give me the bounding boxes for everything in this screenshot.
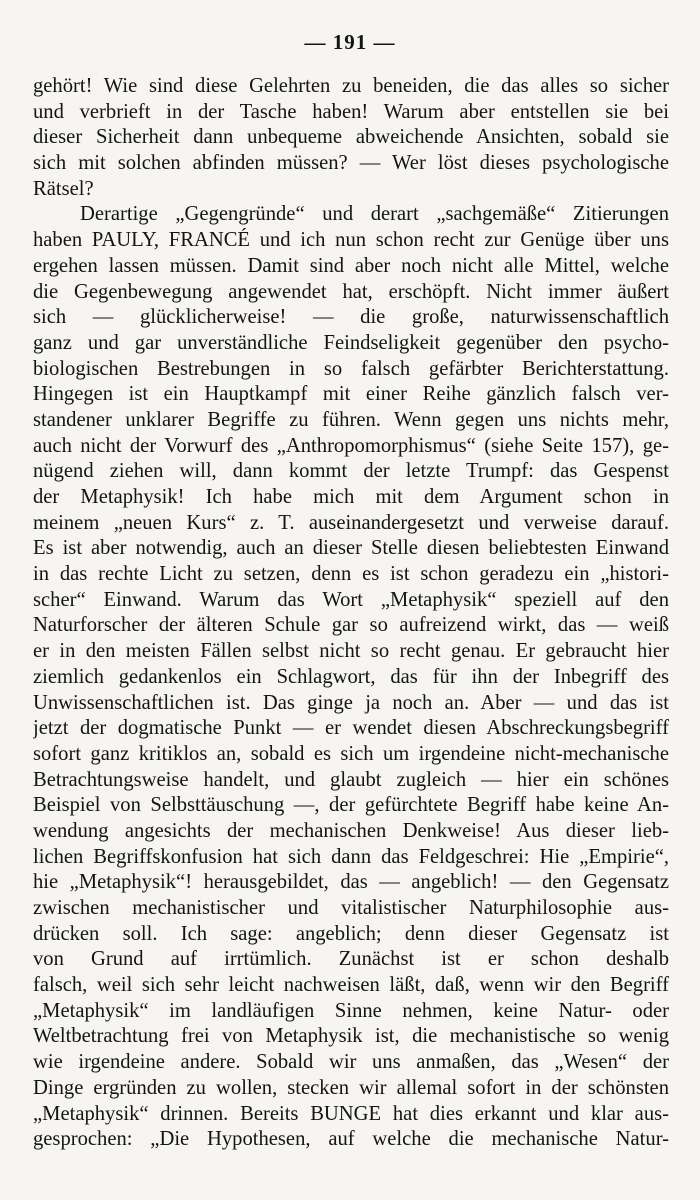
- text-line: ganz und gar unverständliche Feindseligkeit gegenüber den psycho-: [33, 331, 669, 354]
- text-line: Weltbetrachtung frei von Metaphysik ist, die mechanistische so wenig: [33, 1025, 669, 1048]
- text-line: falsch, weil sich sehr leicht nachweisen läßt, daß, wenn wir den Begriff: [33, 974, 669, 997]
- text-line: von Grund auf irrtümlich. Zunächst ist er schon deshalb: [33, 948, 669, 971]
- text-line: standener unklarer Begriffe zu führen. Wenn gegen uns nichts mehr,: [33, 408, 669, 431]
- text-line: sich — glücklicherweise! — die große, naturwissenschaftlich: [33, 306, 669, 329]
- text-line: gehört! Wie sind diese Gelehrten zu beneiden, die das alles so sicher: [33, 75, 669, 97]
- text-line: in das rechte Licht zu setzen, denn es ist schon geradezu ein „histori-: [33, 563, 669, 586]
- text-line: sofort ganz kritiklos an, sobald es sich um irgendeine nicht-mechanische: [33, 742, 669, 765]
- text-line: Betrachtungsweise handelt, und glaubt zugleich — hier ein schönes: [33, 768, 669, 791]
- text-line: gesprochen: „Die Hypothesen, auf welche die mechanische Natur-: [33, 1128, 669, 1151]
- text-line: scher“ Einwand. Warum das Wort „Metaphysik“ speziell auf den: [33, 588, 669, 611]
- text-line: Dinge ergründen zu wollen, stecken wir allemal sofort in der schönsten: [33, 1076, 669, 1099]
- text-line: „Metaphysik“ drinnen. Bereits BUNGE hat dies erkannt und klar aus-: [33, 1102, 669, 1125]
- text-line: ergehen lassen müssen. Damit sind aber noch nicht alle Mittel, welche: [33, 254, 669, 277]
- text-line: haben PAULY, FRANCÉ und ich nun schon recht zur Genüge über uns: [33, 229, 669, 252]
- text-line: wendung angesichts der mechanischen Denkweise! Aus dieser lieb-: [33, 819, 669, 842]
- text-line: und verbrieft in der Tasche haben! Warum aber entstellen sie bei: [33, 100, 669, 123]
- text-line: der Metaphysik! Ich habe mich mit dem Argument schon in: [33, 486, 669, 508]
- text-line: Rätsel?: [33, 177, 94, 200]
- text-line: Hingegen ist ein Hauptkampf mit einer Reihe gänzlich falsch ver-: [33, 383, 669, 406]
- text-line: sich mit solchen abfinden müssen? — Wer löst dieses psychologische: [33, 152, 669, 175]
- text-line: Beispiel von Selbsttäuschung —, der gefürchtete Begriff habe keine An-: [33, 794, 669, 817]
- text-line: ziemlich gedankenlos ein Schlagwort, das für ihn der Inbegriff des: [33, 665, 669, 688]
- page-number: — 191 —: [304, 30, 396, 54]
- text-line: drücken soll. Ich sage: angeblich; denn dieser Gegensatz ist: [33, 922, 669, 945]
- text-line: die Gegenbewegung angewendet hat, erschöpft. Nicht immer äußert: [33, 280, 669, 303]
- text-line: meinem „neuen Kurs“ z. T. auseinandergesetzt und verweise darauf.: [33, 511, 669, 534]
- text-line: jetzt der dogmatische Punkt — er wendet diesen Abschreckungsbegriff: [33, 717, 669, 740]
- text-line: „Metaphysik“ im landläufigen Sinne nehmen, keine Natur- oder: [33, 999, 669, 1022]
- text-line: er in den meisten Fällen selbst nicht so recht genau. Er gebraucht hier: [33, 640, 669, 663]
- text-line: biologischen Bestrebungen in so falsch gefärbter Berichterstattung.: [33, 357, 669, 380]
- text-line: Es ist aber notwendig, auch an dieser Stelle diesen beliebtesten Einwand: [33, 537, 669, 560]
- body-text: [33, 74, 669, 1153]
- text-line: nügend ziehen will, dann kommt der letzte Trumpf: das Gespenst: [33, 460, 669, 483]
- text-line: Derartige „Gegengründe“ und derart „sachgemäße“ Zitierungen: [80, 203, 669, 226]
- text-line: Naturforscher der älteren Schule gar so aufreizend wirkt, das — weiß: [33, 614, 669, 637]
- text-line: lichen Begriffskonfusion hat sich dann das Feldgeschrei: Hie „Empirie“,: [33, 845, 669, 868]
- text-line: Unwissenschaftlichen ist. Das ginge ja noch an. Aber — und das ist: [33, 691, 669, 714]
- text-line: dieser Sicherheit dann unbequeme abweichende Ansichten, sobald sie: [33, 126, 669, 149]
- text-line: hie „Metaphysik“! herausgebildet, das — angeblich! — den Gegensatz: [33, 871, 669, 894]
- text-line: zwischen mechanistischer und vitalistischer Naturphilosophie aus-: [33, 897, 669, 919]
- text-line: wie irgendeine andere. Sobald wir uns anmaßen, das „Wesen“ der: [33, 1051, 669, 1074]
- text-line: auch nicht der Vorwurf des „Anthropomorphismus“ (siehe Seite 157), ge-: [33, 434, 669, 457]
